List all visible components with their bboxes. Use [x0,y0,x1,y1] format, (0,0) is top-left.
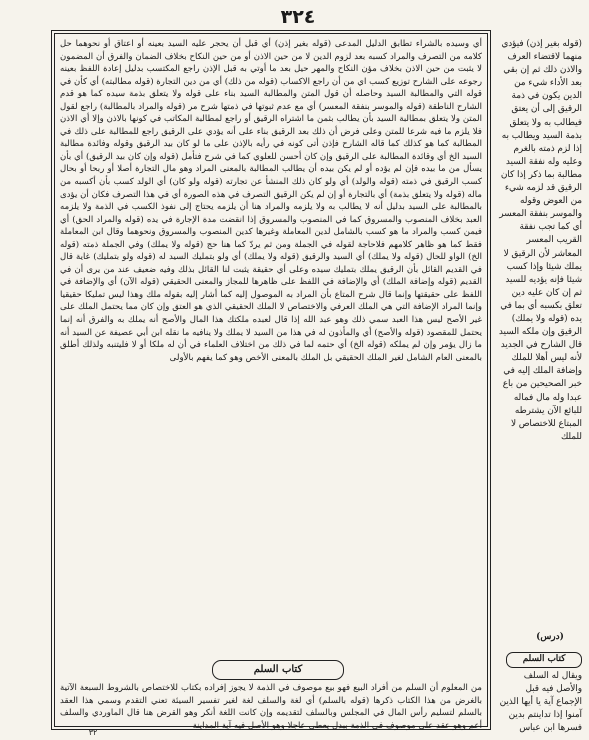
printer-signature-mark: ٣٢ [88,728,98,737]
main-commentary-text-after-heading: من المعلوم أن السلم من أفراد البيع فهو بيع موصوف في الذمة لا يجوز إفراده بكتاب للاختصاص بالشروط السبعة الآتية بالغرض من هذا الكتاب ذكرها (قوله بالسلم) أي لغة والسلف لغة لغير تفسير السيئة تعني التقدم وسمي هذا العقد بالسلم لتسليم رأس المال في المجلس وبالسلف لتقديمه وإن كانت اللغة أنكر وهو القرض هنا قال الماوردي والسلف أعم وهو عقد على موصوف في الذمة ببدل يعطى عاجلا وهو الأصل فيه آية المداينة [60,683,482,731]
margin-lesson-label: (درس) [536,632,564,642]
margin-gloss-text: (قوله بغير إذن) فيؤدي منهما لاقتضاء العرف والاذن ذلك ثم إن بقي بعد الأداء شيء من الدين يكون في ذمة الرقيق إلى أن يعتق فيطالب به ولا يتعلق بذمة السيد ويطالب به إذا لزم ذمته بالغرم وعليه وله نفقة السيد مطالبة بما ذكر إذا كان الرقيق قد لزمه شيء من العوض وقوله والموسر بنفقة المعسر أي كما تجب نفقة القريب المعسر المعاشر لأن الرقيق لا يملك شيئا وإذا كسب شيئا فإنه يؤديه للسيد ثم إن كان عليه دين تعلق بكسبه أي بما في يده (قوله ولا يملك) الرقيق وإن ملكه السيد قال الشارح في الجديد لأنه ليس أهلا للملك وإضافة الملك إليه في خبر الصحيحين من باع عبدا وله مال فماله للبائع الآن يشترطه المبتاع للاختصاص لا للملك [498,39,582,442]
margin-section-heading: كتاب السلم [506,652,582,668]
main-commentary-text: أي وسيده بالشراء تطابق الدليل المدعى (قوله بغير إذن) أي قبل أن يحجر عليه السيد بعينه أو اعتاق أو نحوهما حل كلامه من التصرف والمراد كسبه بعد لزوم الدين لا من حين الاذن أو من حين النكاح بخلاف الضمان والفرق أن المضمون لا يثبت من حين الاذن بخلاف مؤن النكاح والمهر حيل بعد ما أوتي به قبل الإذن راجع المكتسب بدليل إعادة اللفظ بعينه رجوعه على الشارح توزيع كسب اي من أن راجع الاكساب (قوله من ذلك) أي من دين التجارة (قوله مطالبته) أي كأن في قوله التي والمطالبة السيد وحاصله أن قول المتن والمطالبة السيد بناء على قوله ولا يتعلق بذمة سيده كما هو قدم الشارح الناطقة (قوله والموسر بنفقة المعسر) أي مع عدم ثبوتها في ذمتها شرح مر (قوله والمراد بالمطالبة) راجع لقول المتن ولا يتعلق بمطالبة السيد بأن يطالب بثمن ما اشتراه الرقيق أو راجع لمطالبة المكاتب في كونها بالاذن وإلا أي الاذن فلا يلزم ما فيه شرعا للمتن وعلى فرض أن ذلك بعد الرقيق بناء على أنه يؤدي على الرقيق راجع للمطالبة على ذلك في المطالبة كما هو كذلك كما قاله الشارح فإذن أتى كونه في رأيه بالإذن على ما لو كان بيد الرقيق وقوله وفائدة مطالبة السيد الخ أي وقائدة المطالبة على الرقيق وإن كان أحسن للعلوي كما في شرح فتأمل (قوله وإن كان بيد الرقيق) أي بأن يسأل من ما بيده فإن لم يؤده أو لم يكن بيده أن يطالب المطالبة بالمعنى المراد وهو مال التجارة أصلا أو ربحا أو بحال كسب الرقيق في ذمته (قوله والولد) أي ولو كان ذلك المنشأ عن تجارته (قوله ولو كان) أي الولد كسب بأن أكسبه من ماله (قوله ولا يتعلق بذمة) أي بالتجارة أو إن لم يكن الرقيق التصرف في هذه الصورة أي في هذا التصرف فكان أن يؤدى بالمطالبة على السيد بدليل أنه لا يطالب به ولا يلزمه والمراد هنا أن يلزمه يحتاج إلى نفوذ الكسب في الذمة ولا يلزمه العبد بخلاف المنصوب والمسروق كما في المنصوب والمسروق إذا انقضت مدة الإجارة في يده (قوله والمراد الحق) أي فيمن كسب والمراد ما هو كسب بالشامل لدين المعاملة وغيرها كدين المنصوب والمسروق ونحوهما وقال ابن المعاملة فقط كما هو ظاهر كلامهم فلاحاجة لقوله في الجملة ومن ثم يردّ كما هنا حج (قوله ولا يملك) وفي الجملة ذمته (قوله الخ) الواو للحال (قوله ولا يملك) أي السيد والرقيق (قوله ولا يملك) أي ولو بتمليك السيد له (قوله ولو بتمليك) غاية قال في القديم القائل بأن الرقيق يملك بتمليك سيده وعلى أي حقيقة يثبت لنا القائل بذلك وفيه ضعيف عند من يرى أن في القديم (قوله وإضافة الملك) أي والإضافة في اللفظ على ظاهرها للمجاز والمعنى الحقيقي (قوله الآن) أي والإضافة في اللفظ على حقيقتها وإنما قال شرح المتاع بأن المراد به الموصول إليه كما أشار إليه بقوله ملك وهذا ليس تمليكا حقيقيا وإنما المراد الإضافة التي هي الملك العرفي والاختصاص لا الملك الحقيقي الذي هو العتق وإن كان مما يحتمل الملك على غير الأصح ليس هذا العبد سمي ذلك وهو عبد الله إذا قال لعبده ملكتك هذا المال والأصح أنه يملك به والفرق أنه إنما يحتمل للمقصود (قوله والأصح) أي والمأذون له في هذا من السيد لا يملك ولا ينافيه ما نقله ابن أبي عصيفة عن السيد أنه ما زال يؤمر وإن لم يملكه (قوله الخ) أي حتمه لما في ذلك من اختلاف العلماء في أن له ملكا أو لا فليتنبه ولذلك أطلق بالمعنى العام الشامل لغير الملك الحقيقي بل الملك بالمعنى الأخص وهو كما يفهم بالأولى [60,39,482,363]
section-heading-kitab-al-salam: كتاب السلم [212,660,344,680]
margin-gloss-text-lower: ويقال له السلف والأصل فيه قبل الإجماع آية يا أيها الذين آمنوا إذا تداينتم بدين فسرها ابن عباس [499,671,582,733]
page-number: ٣٢٤ [280,6,316,28]
